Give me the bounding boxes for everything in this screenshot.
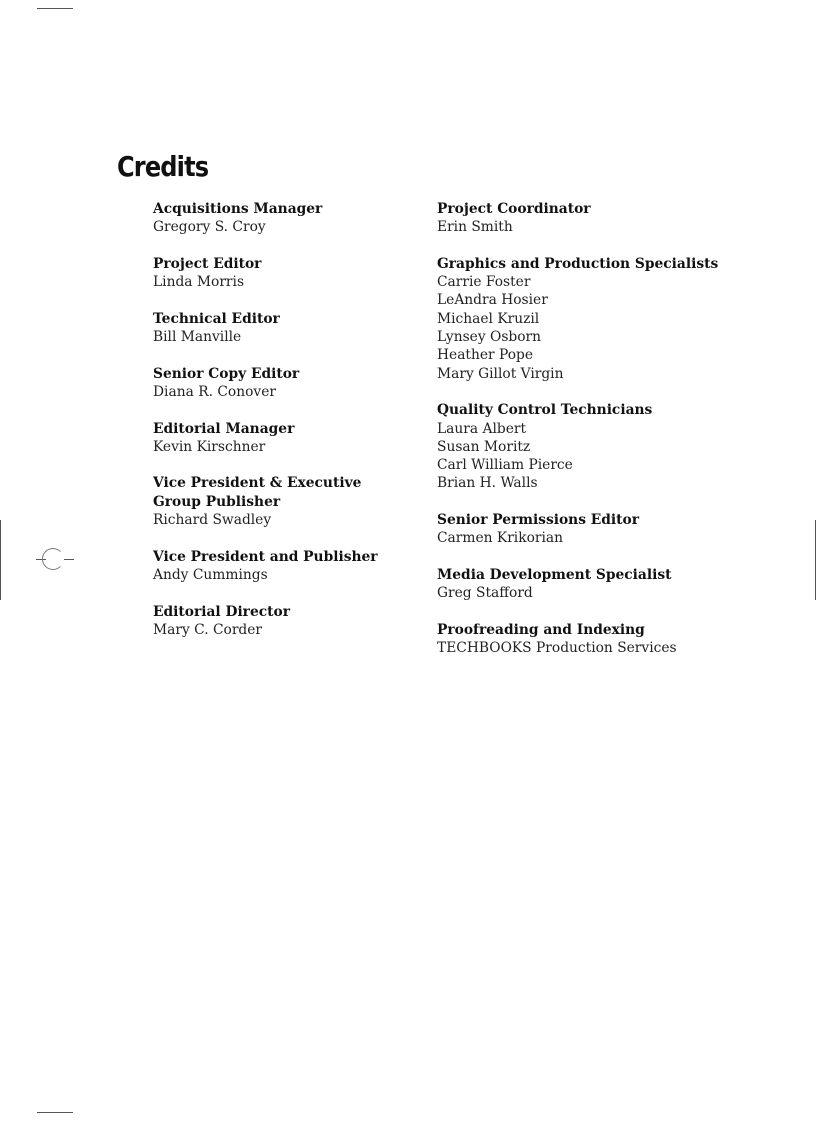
credit-person: Laura Albert [437, 420, 526, 437]
page-title: Credits [117, 150, 209, 183]
crop-mark-top-left [37, 8, 73, 9]
credit-role: Senior Permissions Editor [437, 512, 640, 529]
credit-group [153, 420, 413, 457]
credit-role: Vice President & Executive Group Publisher [153, 475, 362, 510]
credit-person: Mary Gillot Virgin [437, 365, 564, 382]
credit-role: Vice President and Publisher [153, 548, 378, 565]
credit-role: Acquisitions Manager [153, 201, 323, 217]
credit-role: Senior Copy Editor [153, 365, 300, 382]
credit-group [153, 474, 413, 529]
credit-role: Project Coordinator [437, 201, 591, 217]
credit-person: Bill Manville [153, 329, 242, 346]
crop-mark-bottom-left [37, 1112, 73, 1113]
credit-group [153, 200, 413, 237]
credit-person: Carrie Foster [437, 274, 531, 291]
credit-person: Lynsey Osborn [437, 329, 542, 346]
credit-group [153, 603, 413, 640]
credit-group [153, 255, 413, 292]
credit-person: Carl William Pierce [437, 457, 573, 474]
credit-role: Editorial Director [153, 603, 290, 620]
credit-group [437, 401, 767, 492]
credit-person: LeAndra Hosier [437, 292, 548, 309]
credit-person: Greg Stafford [437, 585, 533, 602]
credits-column-right [437, 200, 767, 676]
crop-mark-left-edge [0, 520, 1, 600]
credit-role: Project Editor [153, 255, 262, 272]
credit-person: Michael Kruzil [437, 310, 540, 327]
credit-person: Gregory S. Croy [153, 219, 266, 236]
credit-group [153, 365, 413, 402]
credit-group [437, 511, 767, 548]
credit-role: Media Development Specialist [437, 566, 672, 583]
credit-person: Diana R. Conover [153, 383, 276, 400]
credit-role: Quality Control Technicians [437, 402, 653, 419]
credit-person: Susan Moritz [437, 438, 531, 455]
credit-person: Heather Pope [437, 347, 534, 364]
credit-group [437, 200, 767, 237]
credit-person: Erin Smith [437, 219, 513, 236]
credit-person: Brian H. Walls [437, 475, 538, 492]
credit-person: Mary C. Corder [153, 621, 263, 638]
credits-column-left [153, 200, 413, 657]
registration-tick-right [64, 559, 74, 560]
credit-group [437, 566, 767, 603]
registration-mark-icon [42, 548, 64, 570]
credit-person: Carmen Krikorian [437, 530, 563, 547]
credit-group [437, 255, 767, 383]
credit-group [437, 621, 767, 658]
credit-person: Richard Swadley [153, 512, 272, 529]
credit-role: Graphics and Production Specialists [437, 255, 719, 272]
credit-person: TECHBOOKS Production Services [437, 640, 677, 657]
credit-role: Proofreading and Indexing [437, 621, 645, 638]
credit-person: Linda Morris [153, 274, 245, 291]
credit-person: Andy Cummings [153, 566, 268, 583]
credit-role: Editorial Manager [153, 420, 295, 437]
credit-role: Technical Editor [153, 310, 280, 327]
credit-group [153, 310, 413, 347]
credit-group [153, 548, 413, 585]
credit-person: Kevin Kirschner [153, 438, 266, 455]
